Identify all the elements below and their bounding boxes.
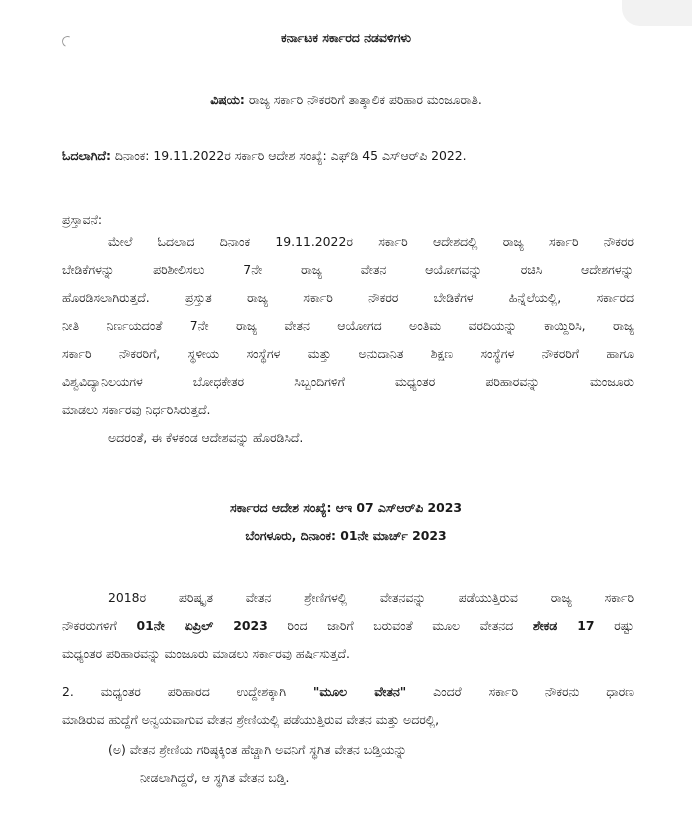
reference-text: ದಿನಾಂಕ: 19.11.2022ರ ಸರ್ಕಾರಿ ಆದೇಶ ಸಂಖ್ಯೆ: ಎಫ್‌ಡಿ 45 ಎಸ್‌ಆರ್‌ಪಿ 2022.	[114, 148, 467, 163]
preamble-line-5: ಸರ್ಕಾರಿ ನೌಕರರಿಗೆ, ಸ್ಥಳೀಯ ಸಂಸ್ಥೆಗಳ ಮತ್ತು ಅನುದಾನಿತ ಶಿಕ್ಷಣ ಸಂಸ್ಥೆಗಳ ನೌಕರರಿಗೆ ಹಾಗೂ	[62, 346, 634, 361]
subpara-a-line-2: ನೀಡಲಾಗಿದ್ದರೆ, ಆ ಸ್ಥಗಿತ ವೇತನ ಬಡ್ತಿ.	[140, 770, 290, 785]
para2-line-2: ಮಾಡಿರುವ ಹುದ್ದೆಗೆ ಅನ್ವಯವಾಗುವ ವೇತನ ಶ್ರೇಣಿಯಲ್ಲಿ ಪಡೆಯುತ್ತಿರುವ ವೇತನ ಮತ್ತು ಅದರಲ್ಲಿ,	[62, 712, 440, 727]
preamble-line-6: ವಿಶ್ವವಿದ್ಯಾನಿಲಯಗಳ ಬೋಧಕೇತರ ಸಿಬ್ಬಂದಿಗಳಿಗೆ ಮಧ್ಯಂತರ ಪರಿಹಾರವನ್ನು ಮಂಜೂರು	[62, 374, 634, 389]
order-number-line	[0, 500, 692, 516]
para2-line1-c: ಎಂದರೆ ಸರ್ಕಾರಿ ನೌಕರನು ಧಾರಣ	[433, 684, 634, 699]
preamble-closing: ಅದರಂತೆ, ಈ ಕೆಳಕಂಡ ಆದೇಶವನ್ನು ಹೊರಡಿಸಿದೆ.	[108, 430, 304, 445]
preamble-line-1: ಮೇಲೆ ಓದಲಾದ ದಿನಾಂಕ 19.11.2022ರ ಸರ್ಕಾರಿ ಆದೇಶದಲ್ಲಿ ರಾಜ್ಯ ಸರ್ಕಾರಿ ನೌಕರರ	[108, 234, 634, 249]
para1-effective-date: 01ನೇ ಏಪ್ರಿಲ್ 2023	[136, 618, 268, 633]
subpara-a-text-1: ವೇತನ ಶ್ರೇಣಿಯ ಗರಿಷ್ಠಕ್ಕಿಂತ ಹೆಚ್ಚಾಗಿ ಅವನಿಗೆ ಸ್ಥಗಿತ ವೇತನ ಬಡ್ತಿಯನ್ನು	[129, 742, 407, 757]
page-corner-fold	[622, 0, 692, 26]
para2-line-1	[62, 684, 634, 700]
para1-line2-e: ರಷ್ಟು	[614, 618, 634, 633]
subject-line	[0, 92, 692, 108]
order-date-line	[0, 528, 692, 544]
para1-line-3: ಮಧ್ಯಂತರ ಪರಿಹಾರವನ್ನು ಮಂಜೂರು ಮಾಡಲು ಸರ್ಕಾರವು ಹರ್ಷಿಸುತ್ತದೆ.	[62, 646, 350, 661]
reference-label: ಓದಲಾಗಿದೆ:	[62, 148, 111, 163]
reference-line	[62, 148, 467, 164]
para2-line1-a: ಮಧ್ಯಂತರ ಪರಿಹಾರದ ಉದ್ದೇಶಕ್ಕಾಗಿ	[100, 684, 286, 699]
preamble-line-4: ನೀತಿ ನಿರ್ಣಯದಂತೆ 7ನೇ ರಾಜ್ಯ ವೇತನ ಆಯೋಗದ ಅಂತಿಮ ವರದಿಯನ್ನು ಕಾಯ್ದಿರಿಸಿ, ರಾಜ್ಯ	[62, 318, 634, 333]
subject-label: ವಿಷಯ:	[210, 92, 245, 107]
order-place-date-label: ಬೆಂಗಳೂರು, ದಿನಾಂಕ:	[245, 528, 336, 543]
para1-line2-c: ರಿಂದ ಜಾರಿಗೆ ಬರುವಂತೆ ಮೂಲ ವೇತನದ	[287, 618, 514, 633]
para1-line-1: 2018ರ ಪರಿಷ್ಕೃತ ವೇತನ ಶ್ರೇಣಿಗಳಲ್ಲಿ ವೇತನವನ್ನು ಪಡೆಯುತ್ತಿರುವ ರಾಜ್ಯ ಸರ್ಕಾರಿ	[108, 590, 634, 605]
subject-text: ರಾಜ್ಯ ಸರ್ಕಾರಿ ನೌಕರರಿಗೆ ತಾತ್ಕಾಲಿಕ ಪರಿಹಾರ ಮಂಜೂರಾತಿ.	[248, 92, 482, 107]
para1-line2-a: ನೌಕರರುಗಳಿಗೆ	[62, 618, 117, 633]
order-date-value: 01ನೇ ಮಾರ್ಚ್ 2023	[340, 528, 447, 543]
order-number-value: ಆಇ 07 ಎಸ್‌ಆರ್‌ಪಿ 2023	[335, 500, 462, 515]
preamble-heading: ಪ್ರಸ್ತಾವನೆ:	[62, 212, 103, 227]
para1-percentage: ಶೇಕಡ 17	[532, 618, 595, 633]
para2-number: 2.	[62, 684, 74, 699]
preamble-line-2: ಬೇಡಿಕೆಗಳನ್ನು ಪರಿಶೀಲಿಸಲು 7ನೇ ರಾಜ್ಯ ವೇತನ ಆಯೋಗವನ್ನು ರಚಿಸಿ ಆದೇಶಗಳನ್ನು	[62, 262, 634, 277]
preamble-line-3: ಹೊರಡಿಸಲಾಗಿರುತ್ತದೆ. ಪ್ರಸ್ತುತ ರಾಜ್ಯ ಸರ್ಕಾರಿ ನೌಕರರ ಬೇಡಿಕೆಗಳ ಹಿನ್ನೆಲೆಯಲ್ಲಿ, ಸರ್ಕಾರದ	[62, 290, 634, 305]
preamble-line-7: ಮಾಡಲು ಸರ್ಕಾರವು ನಿರ್ಧರಿಸಿರುತ್ತದೆ.	[62, 402, 211, 417]
subpara-a-line-1	[108, 742, 407, 758]
para1-line-2	[62, 618, 634, 634]
document-title: ಕರ್ನಾಟಕ ಸರ್ಕಾರದ ನಡವಳಿಗಳು	[281, 30, 411, 45]
order-number-label: ಸರ್ಕಾರದ ಆದೇಶ ಸಂಖ್ಯೆ:	[230, 500, 332, 515]
para2-basic-pay-term: "ಮೂಲ ವೇತನ"	[312, 684, 407, 699]
subpara-a-marker: (ಅ)	[108, 742, 126, 757]
